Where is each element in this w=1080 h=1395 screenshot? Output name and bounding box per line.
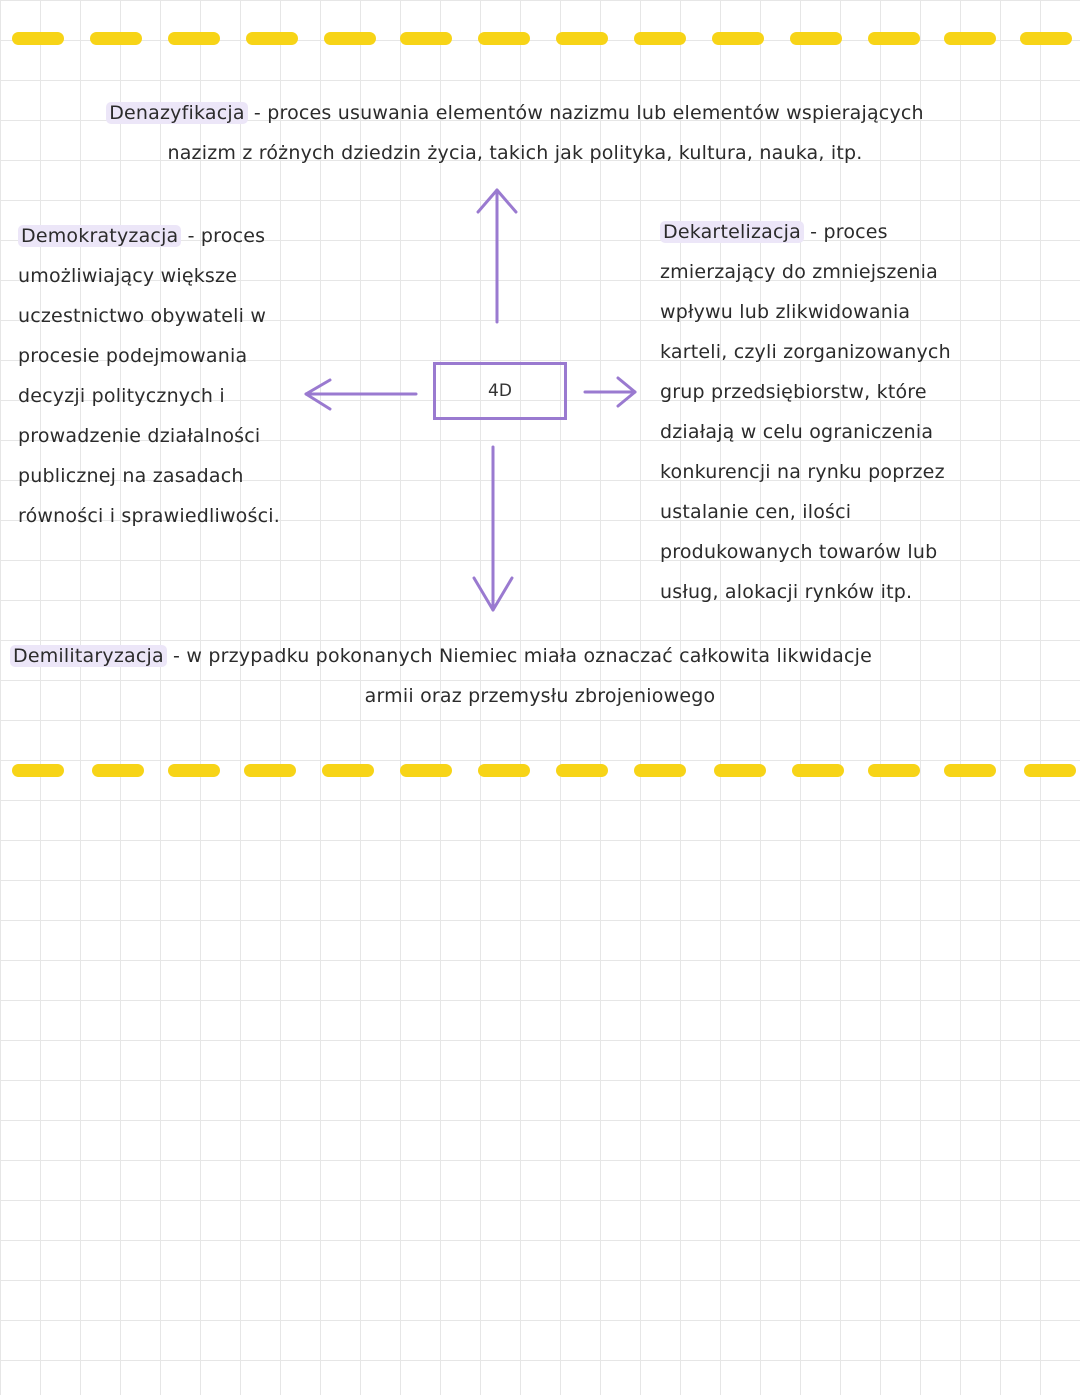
dekartelizacja-line: usług, alokacji rynków itp. [660, 581, 913, 603]
demokratyzacja-line: publicznej na zasadach [18, 465, 244, 487]
demokratyzacja-line: równości i sprawiedliwości. [18, 505, 280, 527]
demokratyzacja-term: Demokratyzacja [18, 225, 181, 247]
dekartelizacja-line: ustalanie cen, ilości [660, 501, 852, 523]
center-4d-label: 4D [488, 381, 512, 401]
demilitaryzacja-line-2: armii oraz przemysłu zbrojeniowego [364, 685, 716, 707]
dekartelizacja-line: wpływu lub zlikwidowania [660, 301, 911, 323]
demokratyzacja-line: uczestnictwo obywateli w [18, 305, 267, 327]
demokratyzacja-line: procesie podejmowania [18, 345, 248, 367]
denazyfikacja-definition-start: - proces usuwania elementów nazizmu lub elementów wspierających [247, 102, 924, 124]
demokratyzacja-line: umożliwiający większe [18, 265, 238, 287]
demilitaryzacja-definition-start: - w przypadku pokonanych Niemiec miała oznaczać całkowita likwidacje [166, 645, 872, 667]
arrow-down-icon [474, 447, 512, 610]
center-4d-box [433, 362, 567, 420]
demokratyzacja-line: decyzji politycznych i [18, 385, 225, 407]
demilitaryzacja-block [0, 636, 1080, 716]
arrow-up-icon [478, 190, 516, 322]
arrow-left-icon [306, 380, 416, 409]
dekartelizacja-line: konkurencji na rynku poprzez [660, 461, 945, 483]
denazyfikacja-term: Denazyfikacja [106, 102, 247, 124]
dekartelizacja-line: produkowanych towarów lub [660, 541, 938, 563]
demokratyzacja-line: prowadzenie działalności [18, 425, 261, 447]
demilitaryzacja-term: Demilitaryzacja [10, 645, 167, 667]
dekartelizacja-line: zmierzający do zmniejszenia [660, 261, 938, 283]
dekartelizacja-line-1: Dekartelizacja - proces [660, 212, 1070, 252]
dekartelizacja-line: karteli, czyli zorganizowanych [660, 341, 951, 363]
bottom-dashed-divider [0, 764, 1080, 778]
arrow-right-icon [585, 378, 635, 406]
dekartelizacja-line: działają w celu ograniczenia [660, 421, 934, 443]
demilitaryzacja-line-1 [0, 636, 1080, 676]
demokratyzacja-line-1: Demokratyzacja - proces [18, 216, 388, 256]
denazyfikacja-line-2: nazizm z różnych dziedzin życia, takich jak polityka, kultura, nauka, itp. [167, 142, 863, 164]
dekartelizacja-term: Dekartelizacja [660, 221, 804, 243]
dekartelizacja-line: grup przedsiębiorstw, które [660, 381, 927, 403]
